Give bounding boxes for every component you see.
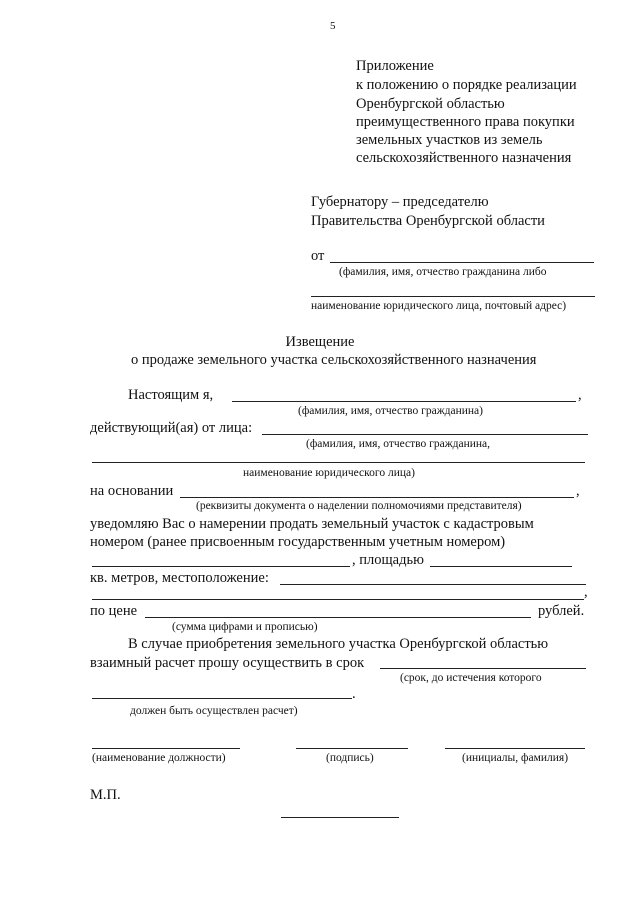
from-hint-2: наименование юридического лица, почтовый адрес) — [311, 300, 567, 312]
sum-hint: (сумма цифрами и прописью) — [172, 621, 318, 633]
position-hint: (наименование должности) — [92, 752, 226, 764]
term-hint-2: должен быть осуществлен расчет) — [130, 705, 298, 717]
location-field-2[interactable] — [92, 599, 584, 600]
initials-hint: (инициалы, фамилия) — [462, 752, 569, 764]
basis-comma: , — [576, 483, 580, 499]
notify-line-1: уведомляю Вас о намерении продать земельный участок с кадастровым — [90, 516, 534, 532]
appendix-line: Приложение — [356, 58, 434, 74]
legal-entity-hint: наименование юридического лица) — [243, 467, 415, 479]
area-field[interactable] — [430, 566, 572, 567]
legal-entity-field[interactable] — [92, 462, 585, 463]
term-field-2[interactable] — [92, 698, 352, 699]
page-number: 5 — [330, 20, 336, 32]
fio-field[interactable] — [232, 401, 576, 402]
basis-field[interactable] — [180, 497, 574, 498]
location-label: кв. метров, местоположение: — [90, 570, 269, 586]
acting-field[interactable] — [262, 434, 588, 435]
stamp-label: М.П. — [90, 787, 121, 803]
notify-line-2: номером (ранее присвоенным государственным учетным номером) — [90, 534, 506, 550]
position-field[interactable] — [92, 748, 240, 749]
case-line-1: В случае приобретения земельного участка Оренбургской областью — [128, 636, 549, 652]
term-period: . — [352, 686, 356, 702]
from-hint-1: (фамилия, имя, отчество гражданина либо — [339, 266, 547, 278]
signature-hint: (подпись) — [326, 752, 374, 764]
rubles-label: рублей. — [538, 603, 585, 619]
addressee-line-2: Правительства Оренбургской области — [311, 213, 545, 229]
basis-label: на основании — [90, 483, 174, 499]
appendix-line: земельных участков из земель — [356, 132, 543, 148]
addressee-line-1: Губернатору – председателю — [311, 194, 489, 210]
address-field[interactable] — [311, 296, 595, 297]
price-label: по цене — [90, 603, 138, 619]
location-comma: , — [584, 584, 588, 600]
appendix-line: преимущественного права покупки — [356, 114, 575, 130]
area-label: , площадью — [352, 552, 424, 568]
document-title: Извещение — [285, 334, 355, 350]
date-field[interactable] — [281, 817, 399, 818]
initials-field[interactable] — [445, 748, 585, 749]
signature-field[interactable] — [296, 748, 408, 749]
basis-hint: (реквизиты документа о наделении полномочиями представителя) — [196, 500, 522, 512]
location-field[interactable] — [280, 584, 586, 585]
appendix-line: к положению о порядке реализации — [356, 77, 577, 93]
appendix-line: сельскохозяйственного назначения — [356, 150, 572, 166]
document-subtitle: о продаже земельного участка сельскохозяйственного назначения — [131, 352, 537, 368]
cadastral-field[interactable] — [92, 566, 350, 567]
fio-hint: (фамилия, имя, отчество гражданина) — [298, 405, 483, 417]
term-field[interactable] — [380, 668, 586, 669]
intro-comma: , — [578, 387, 582, 403]
from-label: от — [311, 248, 325, 264]
acting-hint: (фамилия, имя, отчество гражданина, — [306, 438, 491, 450]
term-hint: (срок, до истечения которого — [400, 672, 542, 684]
price-field[interactable] — [145, 617, 531, 618]
appendix-line: Оренбургской областью — [356, 96, 505, 112]
acting-label: действующий(ая) от лица: — [90, 420, 253, 436]
intro-label: Настоящим я, — [128, 387, 214, 403]
case-line-2: взаимный расчет прошу осуществить в срок — [90, 655, 365, 671]
from-field[interactable] — [330, 262, 594, 263]
